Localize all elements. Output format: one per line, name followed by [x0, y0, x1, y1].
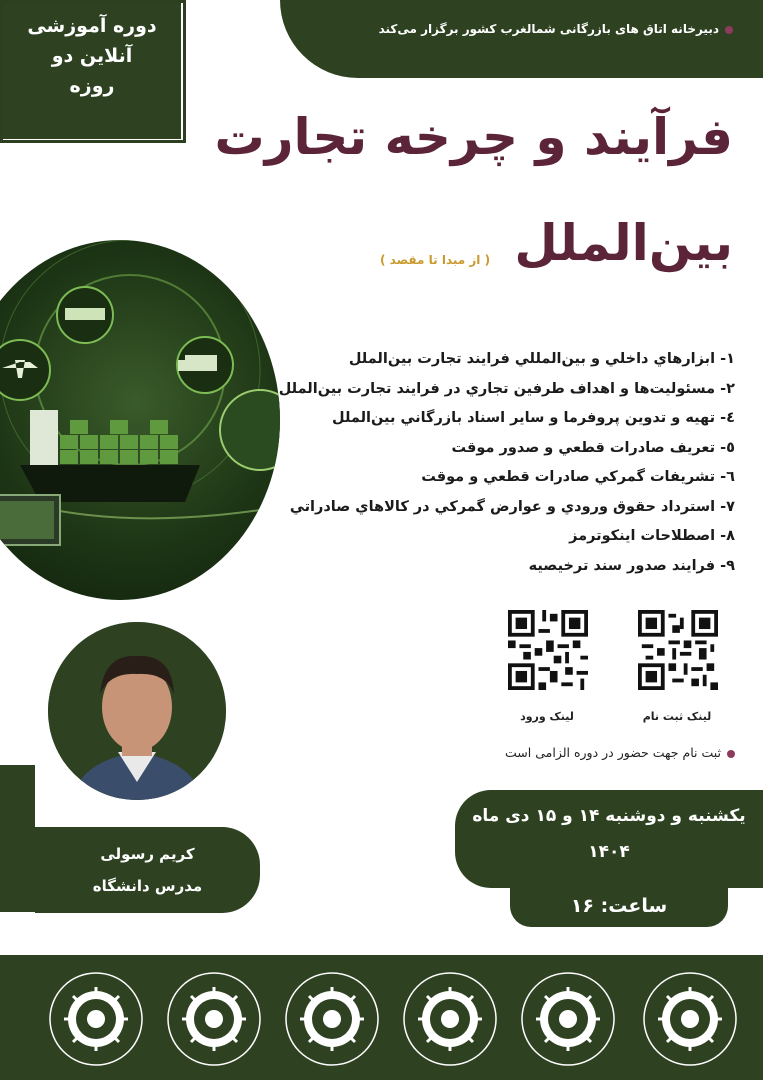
- list-item: ٨- اصطلاحات اينكوترمز: [569, 528, 735, 544]
- qr-login-label: لینک ورود: [520, 710, 574, 723]
- chamber-logo-icon: [518, 969, 618, 1069]
- page-title-line2: بین‌الملل: [514, 214, 733, 272]
- list-item: ٥- تعريف صادرات قطعي و صدور موقت: [451, 439, 735, 456]
- topics-list: [265, 345, 735, 581]
- qr-code-icon: [508, 610, 588, 690]
- organizer-text: دبیرخانه اتاق های بازرگانی شمالغرب کشور برگزار می‌کند: [378, 22, 719, 36]
- chamber-emblem: [518, 969, 618, 1069]
- footer-logos: [0, 955, 763, 1080]
- page-subtitle: ( از مبدا تا مقصد ): [380, 253, 491, 267]
- schedule-time: ساعت: ۱۶: [510, 885, 728, 927]
- chamber-logo-icon: [400, 969, 500, 1069]
- list-item: ۱- ابزارهاي داخلي و بين‌المللي فرايند تجارت بين‌الملل: [348, 351, 735, 367]
- instructor-card: [35, 827, 260, 913]
- course-type-box: [0, 0, 186, 143]
- schedule-year: ۱۴۰۴: [588, 842, 630, 862]
- chamber-logo-icon: [46, 969, 146, 1069]
- chamber-logo-icon: [282, 969, 382, 1069]
- qr-register-label: لینک ثبت نام: [642, 710, 712, 723]
- schedule-date: یکشنبه و دوشنبه ۱۴ و ۱۵ دی ماه: [472, 806, 746, 826]
- chamber-emblem: [640, 969, 740, 1069]
- bullet-icon: [727, 750, 735, 758]
- course-type-line2: آنلاین دو: [51, 45, 133, 67]
- chamber-logo-icon: [164, 969, 264, 1069]
- page-title-line1: فرآیند و چرخه تجارت: [214, 108, 733, 166]
- qr-register[interactable]: [632, 610, 718, 723]
- bullet-icon: [725, 26, 733, 34]
- chamber-emblem: [400, 969, 500, 1069]
- instructor-title: مدرس دانشگاه: [92, 877, 203, 895]
- chamber-emblem: [164, 969, 264, 1069]
- list-item: ۲- مسئوليت‌ها و اهداف طرفين تجاري در فرايند تجارت بين‌الملل: [278, 380, 735, 397]
- chamber-emblem: [282, 969, 382, 1069]
- list-item: ٧- استرداد حقوق ورودي و عوارض گمركي در كالاهاي صادراتي: [289, 498, 735, 515]
- avatar: [48, 622, 226, 800]
- chamber-logo-icon: [640, 969, 740, 1069]
- list-item: ٩- فرايند صدور سند ترخيصيه: [528, 557, 735, 574]
- course-type-line1: دوره آموزشی: [27, 15, 157, 37]
- registration-note-text: ثبت نام جهت حضور در دوره الزامی است: [505, 745, 721, 760]
- organizer-banner: [280, 0, 763, 78]
- instructor-photo: [48, 622, 226, 800]
- instructor-name: کریم رسولی: [100, 845, 195, 863]
- organizer-text-wrap: [379, 22, 733, 36]
- cargo-ship-illustration: [0, 240, 280, 600]
- schedule-date-box: [455, 790, 763, 888]
- list-item: ٤- تهيه و تدوين پروفرما و ساير اسناد بازرگاني بين‌الملل: [332, 410, 735, 426]
- list-item: ٦- تشريفات گمركي صادرات قطعي و موقت: [421, 469, 735, 485]
- qr-login[interactable]: [502, 610, 588, 723]
- registration-note: [505, 745, 735, 760]
- course-type-line3: روزه: [69, 75, 115, 97]
- chamber-emblem: [46, 969, 146, 1069]
- decorative-bar: [0, 765, 35, 912]
- cargo-ship-image: [0, 240, 280, 600]
- course-type-panel: [3, 3, 181, 139]
- qr-code-icon: [638, 610, 718, 690]
